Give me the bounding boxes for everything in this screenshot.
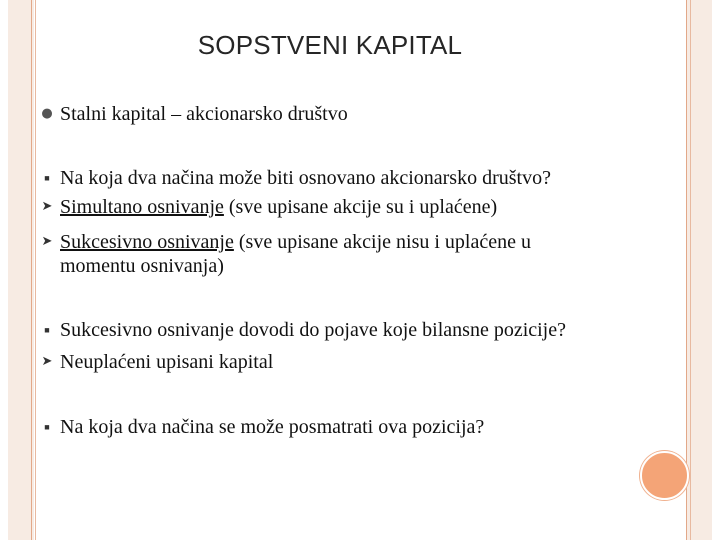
left-border-line — [31, 0, 32, 540]
left-border-line — [35, 0, 36, 540]
square-icon: ■ — [44, 325, 50, 335]
coin-icon: ● — [41, 106, 53, 121]
slide-title: SOPSTVENI KAPITAL — [197, 30, 463, 60]
underlined-term: Simultano osnivanje — [60, 196, 224, 218]
underlined-term: Sukcesivno osnivanje — [60, 231, 234, 253]
right-border-line — [690, 0, 691, 540]
item-text: (sve upisane akcije su i uplaćene) — [223, 196, 498, 218]
list-item: Neuplaćeni upisani kapital — [60, 351, 274, 373]
square-icon: ■ — [44, 422, 50, 432]
arrow-icon: ➤ — [41, 199, 53, 214]
item-text-continued: momentu osnivanja) — [60, 255, 224, 277]
decorative-circle — [640, 451, 689, 500]
list-item — [60, 195, 680, 219]
list-item: Na koja dva načina se može posmatrati ova pozicija? — [60, 416, 485, 438]
list-item: Na koja dva načina može biti osnovano akcionarsko društvo? — [60, 167, 551, 189]
item-text: (sve upisane akcije nisu i uplaćene u — [233, 231, 531, 253]
right-border-line — [686, 0, 687, 540]
list-item — [60, 230, 680, 278]
arrow-icon: ➤ — [41, 234, 53, 249]
arrow-icon: ➤ — [41, 354, 53, 369]
list-item: Sukcesivno osnivanje dovodi do pojave koje bilansne pozicije? — [60, 319, 566, 341]
square-icon: ■ — [44, 173, 50, 183]
list-item: Stalni kapital – akcionarsko društvo — [60, 103, 348, 125]
